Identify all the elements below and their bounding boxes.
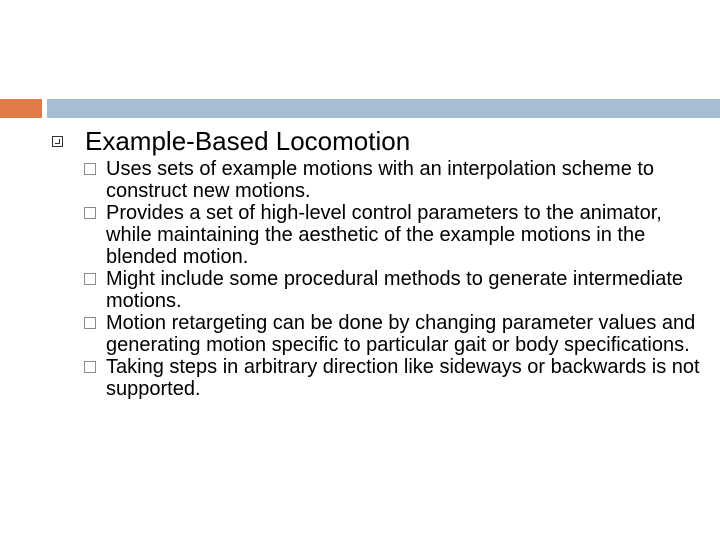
box-bullet-icon [84, 207, 96, 219]
box-bullet-icon [84, 361, 96, 373]
box-bullet-icon [84, 317, 96, 329]
bullet-text: Provides a set of high-level control parameters to the animator, while maintaining the aesthetic of the example motions in the blended motion. [106, 202, 662, 268]
bullet-text: Might include some procedural methods to generate intermediate motions. [106, 268, 683, 312]
header-bar [47, 99, 720, 118]
accent-bar [0, 99, 42, 118]
list-item [84, 356, 704, 400]
bullet-list [84, 158, 704, 400]
list-item [84, 312, 704, 356]
box-bullet-icon [84, 163, 96, 175]
list-item [84, 268, 704, 312]
box-bullet-icon [84, 273, 96, 285]
slide-title: Example-Based Locomotion [85, 126, 411, 156]
bullet-text: Taking steps in arbitrary direction like sideways or backwards is not supported. [106, 356, 700, 400]
bullet-text: Motion retargeting can be done by changing parameter values and generating motion specific to particular gait or body specifications. [106, 312, 696, 356]
bullet-text: Uses sets of example motions with an interpolation scheme to construct new motions. [106, 158, 655, 202]
list-item [84, 202, 704, 268]
list-item [84, 158, 704, 202]
square-bullet-icon [52, 136, 63, 147]
